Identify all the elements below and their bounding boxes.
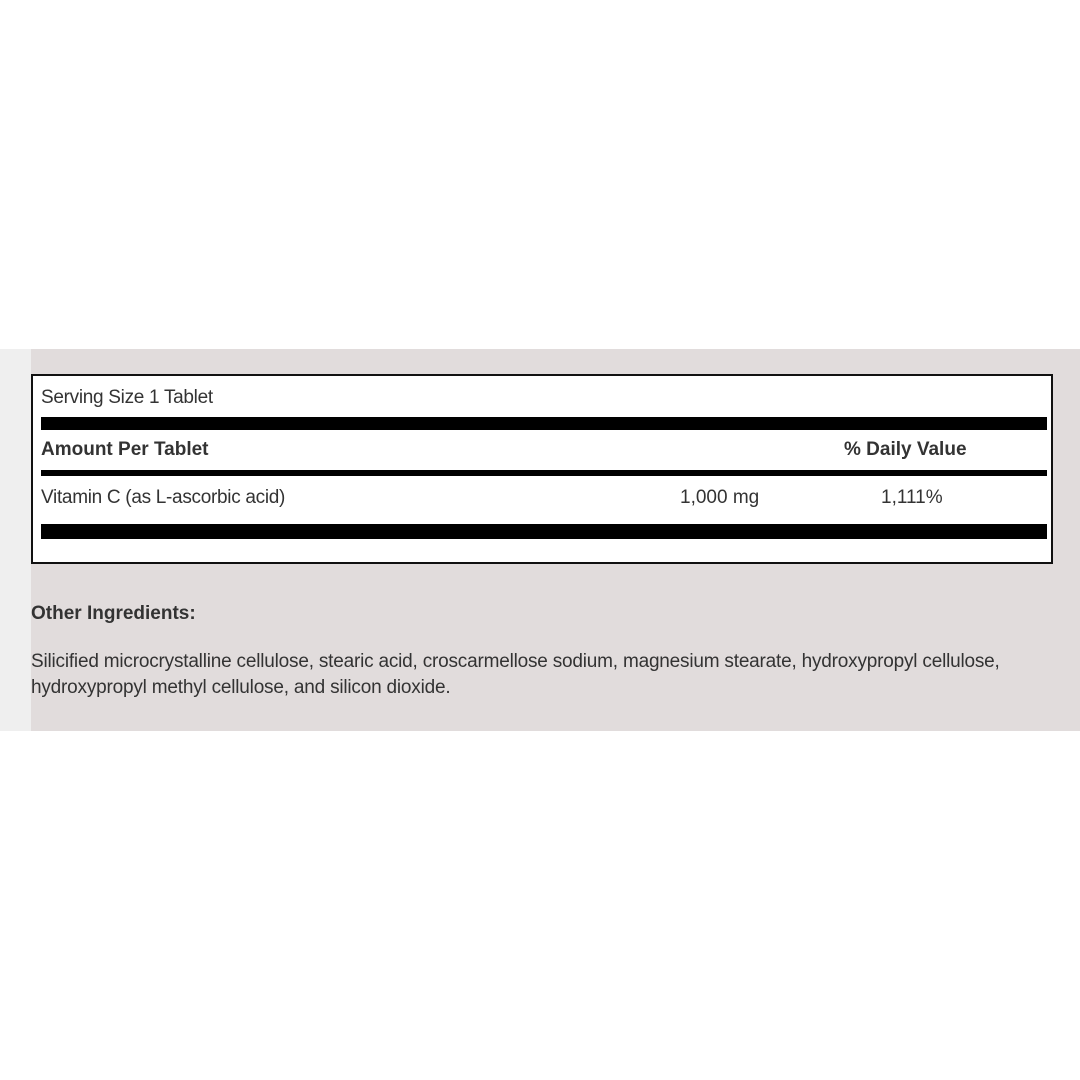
nutrient-daily-value: 1,111%: [881, 487, 943, 508]
serving-size: Serving Size 1 Tablet: [41, 387, 213, 408]
other-ingredients-text: Silicified microcrystalline cellulose, stearic acid, croscarmellose sodium, magnesium stearate, hydroxypropyl cellulose, hydroxypropyl methyl cellulose, and silicon dioxide.: [31, 651, 1000, 698]
thick-divider: [41, 417, 1047, 430]
daily-value-header: % Daily Value: [844, 439, 967, 460]
nutrient-amount: 1,000 mg: [680, 487, 760, 508]
bottom-divider: [41, 524, 1047, 539]
ingredients-panel: [0, 349, 1080, 731]
other-ingredients-title: Other Ingredients:: [31, 603, 196, 624]
nutrient-name: Vitamin C (as L-ascorbic acid): [41, 487, 286, 508]
supplement-facts-table: [31, 374, 1053, 564]
panel-left-edge: [0, 349, 31, 731]
medium-divider: [41, 470, 1047, 476]
amount-per-tablet-header: Amount Per Tablet: [41, 439, 209, 460]
